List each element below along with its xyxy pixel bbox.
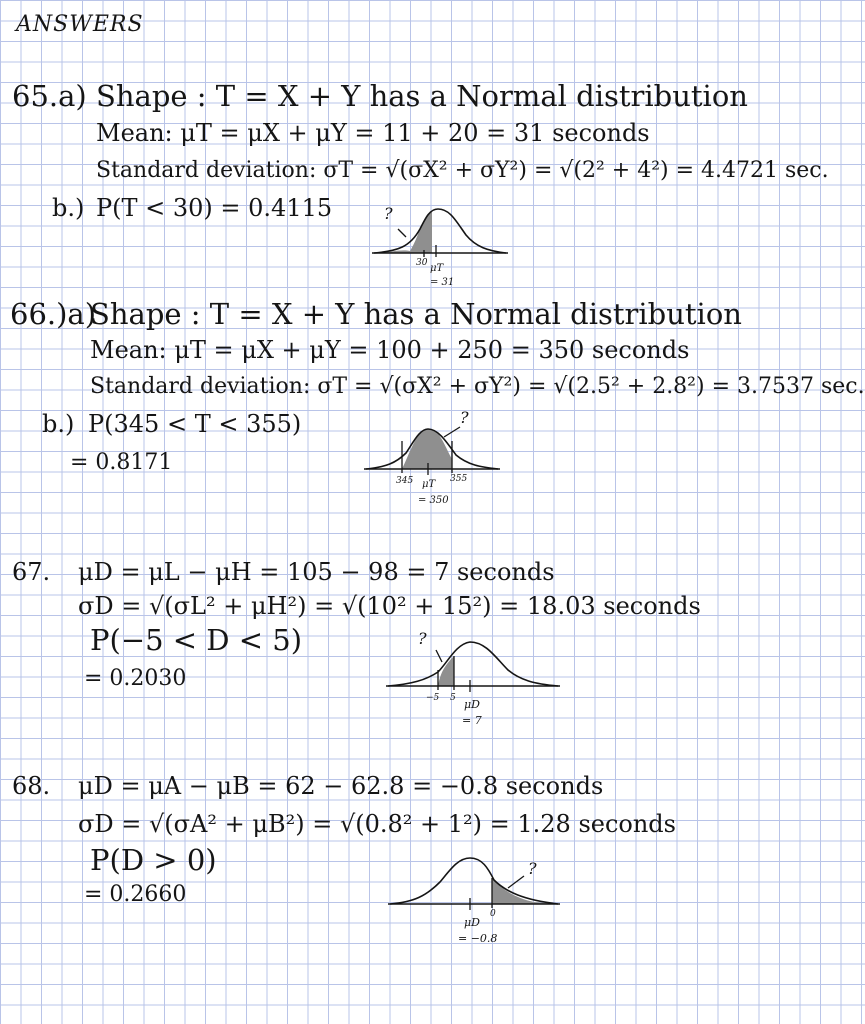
problem-68-probability: P(D > 0) [90,843,217,877]
problem-68-sd: σD = √(σA² + μB²) = √(0.8² + 1²) = 1.28 seconds [78,810,676,838]
bell-curve [388,642,558,686]
left-label: 345 [396,476,414,486]
pointer-arrow [398,229,406,237]
cut-label: 30 [416,258,428,268]
problem-66-answer: = 0.8171 [70,450,173,475]
shaded-right-tail [492,878,558,904]
mean-value: = 31 [430,277,455,288]
problem-68-answer: = 0.2660 [84,882,187,907]
problem-66-normal-curve [362,405,502,519]
problem-67-sd: σD = √(σL² + μH²) = √(10² + 15²) = 18.03 seconds [78,592,701,620]
question-mark: ? [460,408,469,427]
problem-66-part-b: b.) [42,410,75,438]
problem-65-normal-curve [370,195,510,299]
question-mark: ? [528,859,537,878]
mean-symbol: μT [430,263,444,274]
pointer-arrow [436,650,442,662]
problem-66-mean: Mean: μT = μX + μY = 100 + 250 = 350 seconds [90,336,690,364]
cut-label: 0 [490,909,496,919]
mean-value: = 7 [462,714,482,727]
mean-symbol: μT [422,479,436,490]
problem-68-mean: μD = μA − μB = 62 − 62.8 = −0.8 seconds [78,772,604,800]
right-label: 5 [450,693,456,703]
problem-68-number: 68. [12,772,51,800]
problem-67-normal-curve [382,622,562,736]
problem-65-mean: Mean: μT = μX + μY = 11 + 20 = 31 seconds [96,119,650,147]
mean-value: = −0.8 [458,932,498,945]
problem-67-probability: P(−5 < D < 5) [90,623,303,657]
mean-value: = 350 [418,495,449,506]
problem-66-probability: P(345 < T < 355) [88,410,302,438]
shaded-interval [438,656,454,686]
problem-66-number: 66.)a) [10,297,97,331]
pointer-arrow [508,876,524,888]
problem-65-part-b: b.) [52,194,85,222]
left-label: −5 [426,693,440,703]
problem-67-answer: = 0.2030 [84,666,187,691]
question-mark: ? [384,204,393,223]
mean-symbol: μD [464,916,480,929]
problem-65-probability: P(T < 30) = 0.4115 [96,194,333,222]
page-title: ANSWERS [16,12,144,37]
problem-65-sd: Standard deviation: σT = √(σX² + σY²) = √(2² + 4²) = 4.4721 sec. [96,158,829,183]
problem-66-shape: Shape : T = X + Y has a Normal distribution [90,297,742,331]
bell-curve [374,209,506,253]
problem-68-normal-curve [384,842,564,956]
problem-65-shape: Shape : T = X + Y has a Normal distribution [96,79,748,113]
problem-66-sd: Standard deviation: σT = √(σX² + σY²) = √(2.5² + 2.8²) = 3.7537 sec. [90,374,865,399]
pointer-arrow [444,427,460,437]
right-label: 355 [450,474,468,484]
mean-symbol: μD [464,698,480,711]
problem-67-number: 67. [12,558,51,586]
problem-67-mean: μD = μL − μH = 105 − 98 = 7 seconds [78,558,555,586]
question-mark: ? [418,629,427,648]
problem-65-number: 65.a) [12,79,87,113]
